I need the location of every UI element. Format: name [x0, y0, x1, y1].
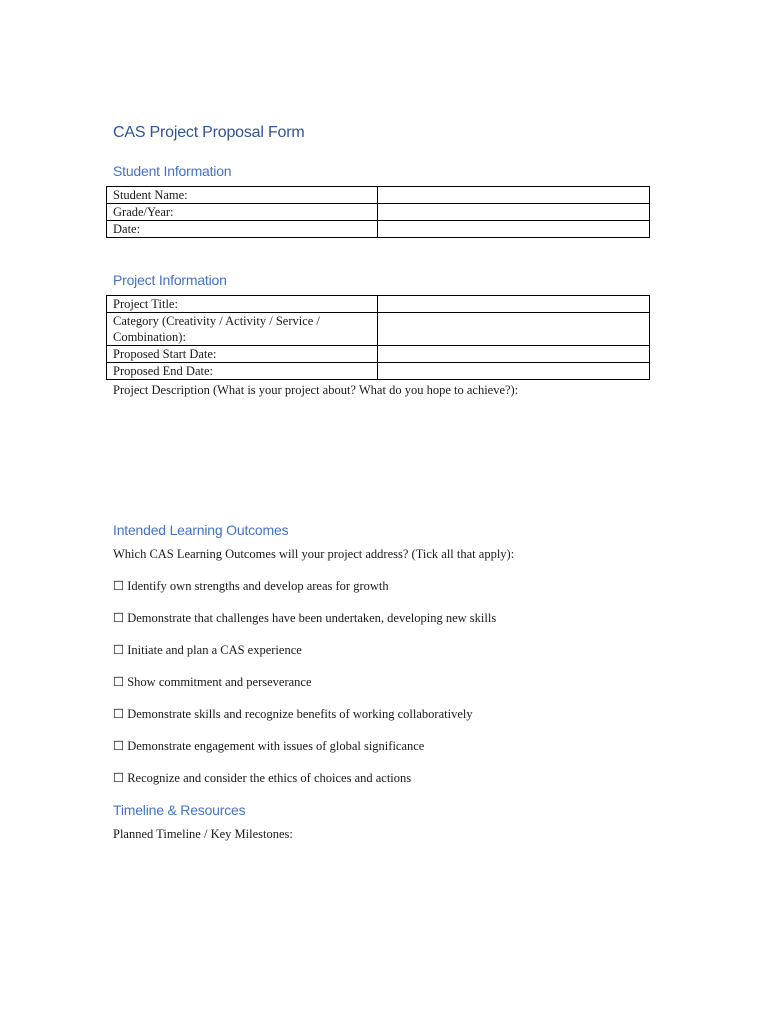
grade-year-label: Grade/Year: — [107, 204, 378, 221]
checkbox-icon[interactable]: ☐ — [113, 610, 125, 625]
table-row — [107, 363, 650, 380]
checkbox-icon[interactable]: ☐ — [113, 578, 125, 593]
outcome-checkbox-item[interactable] — [113, 642, 302, 658]
outcome-checkbox-item[interactable] — [113, 738, 424, 754]
category-field[interactable] — [378, 313, 650, 346]
project-title-label: Project Title: — [107, 296, 378, 313]
document-title: CAS Project Proposal Form — [113, 124, 305, 141]
student-info-table — [106, 186, 650, 238]
checkbox-icon[interactable]: ☐ — [113, 706, 125, 721]
start-date-field[interactable] — [378, 346, 650, 363]
checkbox-icon[interactable]: ☐ — [113, 738, 125, 753]
project-info-table — [106, 295, 650, 380]
outcome-label: Demonstrate that challenges have been undertaken, developing new skills — [127, 611, 497, 625]
table-row — [107, 187, 650, 204]
table-row — [107, 313, 650, 346]
outcome-checkbox-item[interactable] — [113, 770, 411, 786]
project-info-heading: Project Information — [113, 272, 227, 288]
grade-year-field[interactable] — [378, 204, 650, 221]
project-title-field[interactable] — [378, 296, 650, 313]
project-description-prompt: Project Description (What is your project about? What do you hope to achieve?): — [113, 383, 519, 397]
outcome-checkbox-item[interactable] — [113, 706, 473, 722]
outcome-checkbox-item[interactable] — [113, 610, 496, 626]
table-row — [107, 221, 650, 238]
student-name-label: Student Name: — [107, 187, 378, 204]
student-info-heading: Student Information — [113, 163, 232, 179]
outcome-label: Initiate and plan a CAS experience — [127, 643, 302, 657]
date-label: Date: — [107, 221, 378, 238]
outcome-label: Demonstrate skills and recognize benefits of working collaboratively — [127, 707, 473, 721]
outcome-label: Demonstrate engagement with issues of global significance — [127, 739, 425, 753]
table-row — [107, 346, 650, 363]
outcome-label: Show commitment and perseverance — [127, 675, 312, 689]
timeline-heading: Timeline & Resources — [113, 802, 246, 818]
end-date-field[interactable] — [378, 363, 650, 380]
table-row — [107, 296, 650, 313]
learning-outcomes-intro: Which CAS Learning Outcomes will your project address? (Tick all that apply): — [113, 547, 515, 561]
checkbox-icon[interactable]: ☐ — [113, 674, 125, 689]
outcome-label: Identify own strengths and develop areas for growth — [127, 579, 389, 593]
end-date-label: Proposed End Date: — [107, 363, 378, 380]
student-name-field[interactable] — [378, 187, 650, 204]
category-label: Category (Creativity / Activity / Service / Combination): — [107, 313, 378, 346]
date-field[interactable] — [378, 221, 650, 238]
start-date-label: Proposed Start Date: — [107, 346, 378, 363]
timeline-prompt: Planned Timeline / Key Milestones: — [113, 827, 293, 841]
checkbox-icon[interactable]: ☐ — [113, 642, 125, 657]
outcome-checkbox-item[interactable] — [113, 674, 312, 690]
table-row — [107, 204, 650, 221]
outcome-checkbox-item[interactable] — [113, 578, 389, 594]
checkbox-icon[interactable]: ☐ — [113, 770, 125, 785]
outcome-label: Recognize and consider the ethics of choices and actions — [127, 771, 412, 785]
learning-outcomes-heading: Intended Learning Outcomes — [113, 522, 289, 538]
